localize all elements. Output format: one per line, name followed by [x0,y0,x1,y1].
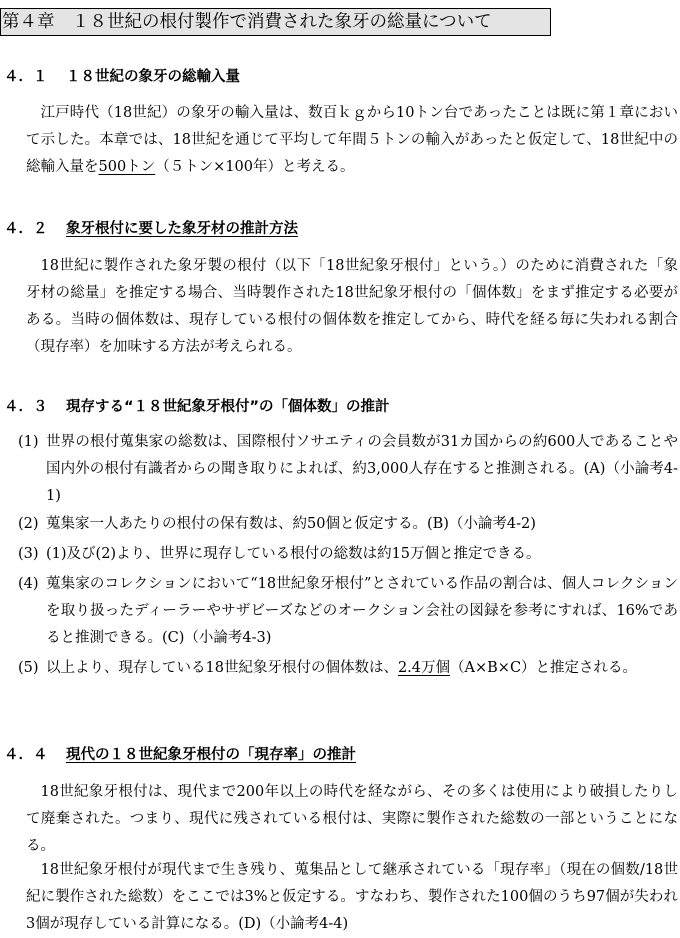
section-heading-4-1 [4,66,240,88]
section-title: 象牙根付に要した象牙材の推計方法 [66,221,298,237]
section-title: １８世紀の象牙の総輸入量 [66,69,240,85]
population-estimate-highlight: 2.4万個 [397,660,451,676]
list-item-text: 蒐集家一人あたりの根付の保有数は、約50個と仮定する。(B)（小論考4-2) [46,516,536,532]
section-paragraph-4-4-a: 18世紀象牙根付は、現代まで200年以上の時代を経ながら、その多くは使用により破損したりして廃棄された。つまり、現代に残されている根付は、実際に製作された総数の一部ということになる。 [26,784,678,854]
section-paragraph-4-1 [26,100,678,181]
chapter-title: 第４章 １８世紀の根付製作で消費された象牙の総量について [0,8,551,36]
paragraph-text: （５トン×100年）と考える。 [155,159,355,175]
list-item [18,511,678,538]
section-paragraph-4-2: 18世紀に製作された象牙製の根付（以下「18世紀象牙根付」という。）のために消費された「象牙材の総量」を推定する場合、当時製作された18世紀象牙根付の「個体数」をまず推定する必要がある。当時の個体数は、現存している根付の個体数を推定してから、時代を経る毎に失われる割合（現存率）を加味する方法が考えられる。 [26,258,678,355]
section-heading-4-2 [4,218,298,240]
list-marker: (4) [18,576,39,592]
list-marker: (1) [18,434,39,450]
section-number: ４．１ [4,69,48,85]
list-item-text-part: （A×B×C）と推定される。 [450,660,638,676]
total-import-highlight: 500トン [98,159,156,175]
section-number: ４．３ [4,399,48,415]
section-heading-4-4 [4,744,356,766]
list-item [18,541,678,568]
list-item-text: 蒐集家のコレクションにおいて“18世紀象牙根付”とされている作品の割合は、個人コレクションを取り扱ったディーラーやサザビーズなどのオークション会社の図録を参考にすれば、16%であると推測できる。(C)（小論考4-3) [46,576,678,646]
section-number: ４．４ [4,747,48,763]
list-item [18,655,678,682]
list-item-text: (1)及び(2)より、世界に現存している根付の総数は約15万個と推定できる。 [46,546,541,562]
list-marker: (3) [18,546,39,562]
section-title: 現存する“１８世紀象牙根付”の「個体数」の推計 [66,399,390,415]
section-heading-4-3 [4,396,390,418]
list-item [18,571,678,652]
list-marker: (2) [18,516,39,532]
section-title: 現代の１８世紀象牙根付の「現存率」の推計 [66,747,356,763]
list-item-text-part: 以上より、現存している18世紀象牙根付の個体数は、 [46,660,398,676]
section-paragraph-4-4-b: 18世紀象牙根付が現代まで生き残り、蒐集品として継承されている「現存率」（現在の個数/18世紀に製作された総数）をここでは3%と仮定する。すなわち、製作された100個のうち97個が失われ3個が現存している計算になる。(D)（小論考4-4) [26,862,678,932]
list-item-text [46,655,678,682]
list-item-text: 世界の根付蒐集家の総数は、国際根付ソサエティの会員数が31カ国からの約600人であることや国内外の根付有識者からの聞き取りによれば、約3,000人存在すると推測される。(A)（小論考4-1) [46,434,678,504]
section-number: ４．２ [4,221,48,237]
list-marker: (5) [18,660,39,676]
paragraph-text: 江戸時代（18世紀）の象牙の輸入量は、数百ｋｇから10トン台であったことは既に第１章において示した。本章では、18世紀を通じて平均して年間５トンの輸入があったと仮定して、18世紀中の総輸入量を [26,105,678,175]
list-item [18,429,678,510]
